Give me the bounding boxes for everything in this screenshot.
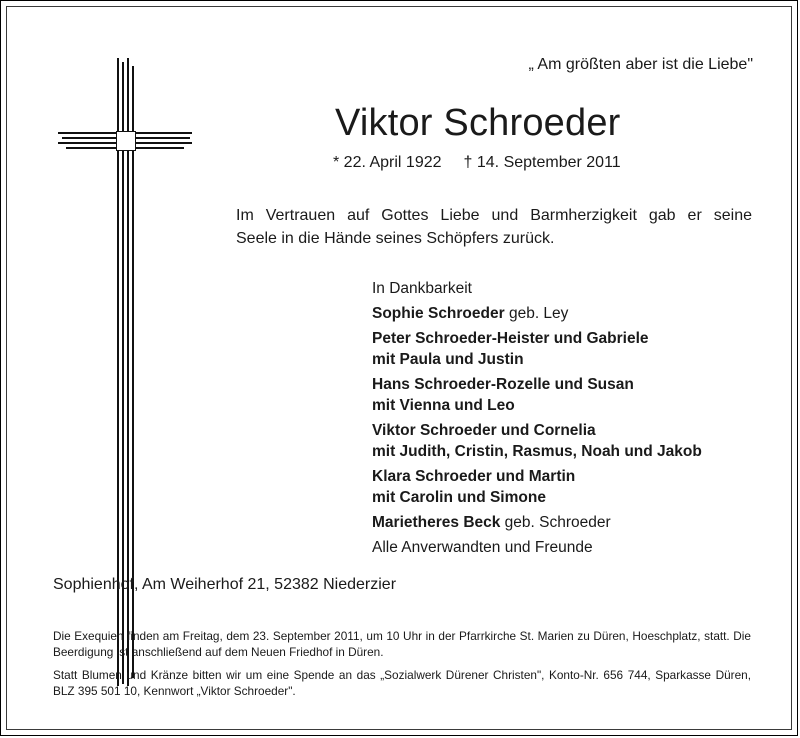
family-list <box>372 278 762 558</box>
member-suffix: geb. Ley <box>504 305 569 322</box>
verse-line-1: Im Vertrauen auf Gottes Liebe und Barmherzigkeit gab er seine <box>236 207 752 224</box>
member-line: mit Judith, Cristin, Rasmus, Noah und Jakob <box>372 443 702 460</box>
birth-date: * 22. April 1922 <box>333 154 442 171</box>
member-line: Viktor Schroeder und Cornelia <box>372 422 596 439</box>
verse-line-2: Seele in die Hände seines Schöpfers zurück. <box>236 230 555 247</box>
address: Sophienhof, Am Weiherhof 21, 52382 Niederzier <box>53 576 397 593</box>
donation-notice: Statt Blumen und Kränze bitten wir um eine Spende an das „Sozialwerk Dürener Christen", Konto-Nr. 656 744, Sparkasse Düren, BLZ 395 501 10, Kennwort „Viktor Schroeder". <box>53 668 751 698</box>
deceased-name: Viktor Schroeder <box>335 102 621 144</box>
family-member-peter <box>372 328 762 370</box>
member-name: Sophie Schroeder <box>372 305 505 322</box>
member-line: mit Carolin und Simone <box>372 489 546 506</box>
family-intro: In Dankbarkeit <box>372 280 472 297</box>
family-member-sophie <box>372 303 762 324</box>
member-name: Marietheres Beck <box>372 514 501 531</box>
funeral-notice: Die Exequien finden am Freitag, dem 23. September 2011, um 10 Uhr in der Pfarrkirche St. Marien zu Düren, Hoeschplatz, statt. Die Beerdigung ist anschließend auf dem Neuen Friedhof in Düren. <box>53 629 751 659</box>
member-line: mit Vienna und Leo <box>372 397 515 414</box>
member-line: Hans Schroeder-Rozelle und Susan <box>372 376 634 393</box>
family-member-klara <box>372 466 762 508</box>
member-line: mit Paula und Justin <box>372 351 524 368</box>
member-suffix: geb. Schroeder <box>500 514 611 531</box>
life-dates <box>333 154 621 172</box>
death-date: † 14. September 2011 <box>463 154 621 171</box>
family-member-viktor <box>372 420 762 462</box>
family-member-marietheres <box>372 512 762 533</box>
verse <box>236 204 752 250</box>
motto: „ Am größten aber ist die Liebe" <box>528 56 753 73</box>
member-line: Peter Schroeder-Heister und Gabriele <box>372 330 649 347</box>
family-member-hans <box>372 374 762 416</box>
member-line: Klara Schroeder und Martin <box>372 468 576 485</box>
family-closing: Alle Anverwandten und Freunde <box>372 539 593 556</box>
cross-icon <box>0 0 200 700</box>
